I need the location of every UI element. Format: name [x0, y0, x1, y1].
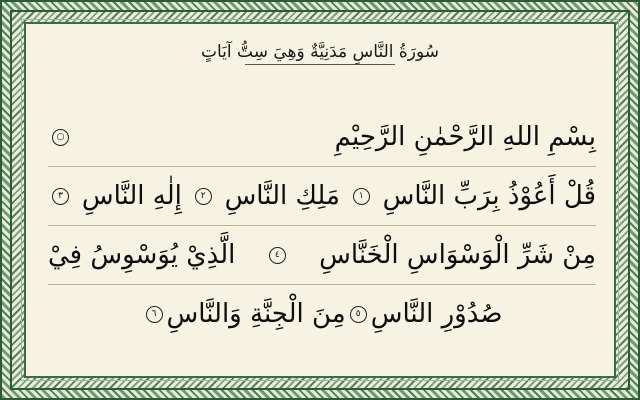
verse-text: الَّذِيْ يُوَسْوِسُ فِيْ — [48, 240, 236, 270]
text-panel — [24, 22, 616, 378]
ayah-marker-6: ٦ — [146, 306, 163, 323]
ayah-marker-1: ١ — [353, 188, 370, 205]
ayah-marker-5: ٥ — [350, 306, 367, 323]
bismillah-text: بِسْمِ اللهِ الرَّحْمٰنِ الرَّحِيْمِ — [334, 122, 596, 152]
verse-text: قُلْ أَعُوْذُ بِرَبِّ النَّاسِ — [382, 181, 596, 211]
surah-title: سُورَةُ النَّاسِ مَدَنِيَّةٌ وَهِيَ سِتُّ آيَاتٍ — [200, 42, 440, 62]
verse-line-3 — [48, 226, 596, 285]
verse-text: إِلٰهِ النَّاسِ — [81, 181, 182, 211]
title-underline — [245, 64, 395, 65]
surah-header — [26, 42, 614, 65]
ayah-marker-bismillah: ○ — [52, 129, 69, 146]
verse-text: مِنَ الْجِنَّةِ وَالنَّاسِ — [166, 299, 346, 329]
verse-text: صُدُوْرِ النَّاسِ — [370, 299, 503, 329]
ayah-marker-3: ٣ — [52, 188, 69, 205]
verse-text: مِنْ شَرِّ الْوَسْوَاسِ الْخَنَّاسِ — [319, 240, 596, 270]
ayah-marker-2: ٢ — [195, 188, 212, 205]
verse-line-2 — [48, 167, 596, 226]
verse-line-4 — [48, 285, 596, 343]
verse-lines — [48, 108, 596, 358]
verse-text: مَلِكِ النَّاسِ — [224, 181, 340, 211]
ayah-marker-4: ٤ — [269, 247, 286, 264]
verse-line-1 — [48, 108, 596, 167]
